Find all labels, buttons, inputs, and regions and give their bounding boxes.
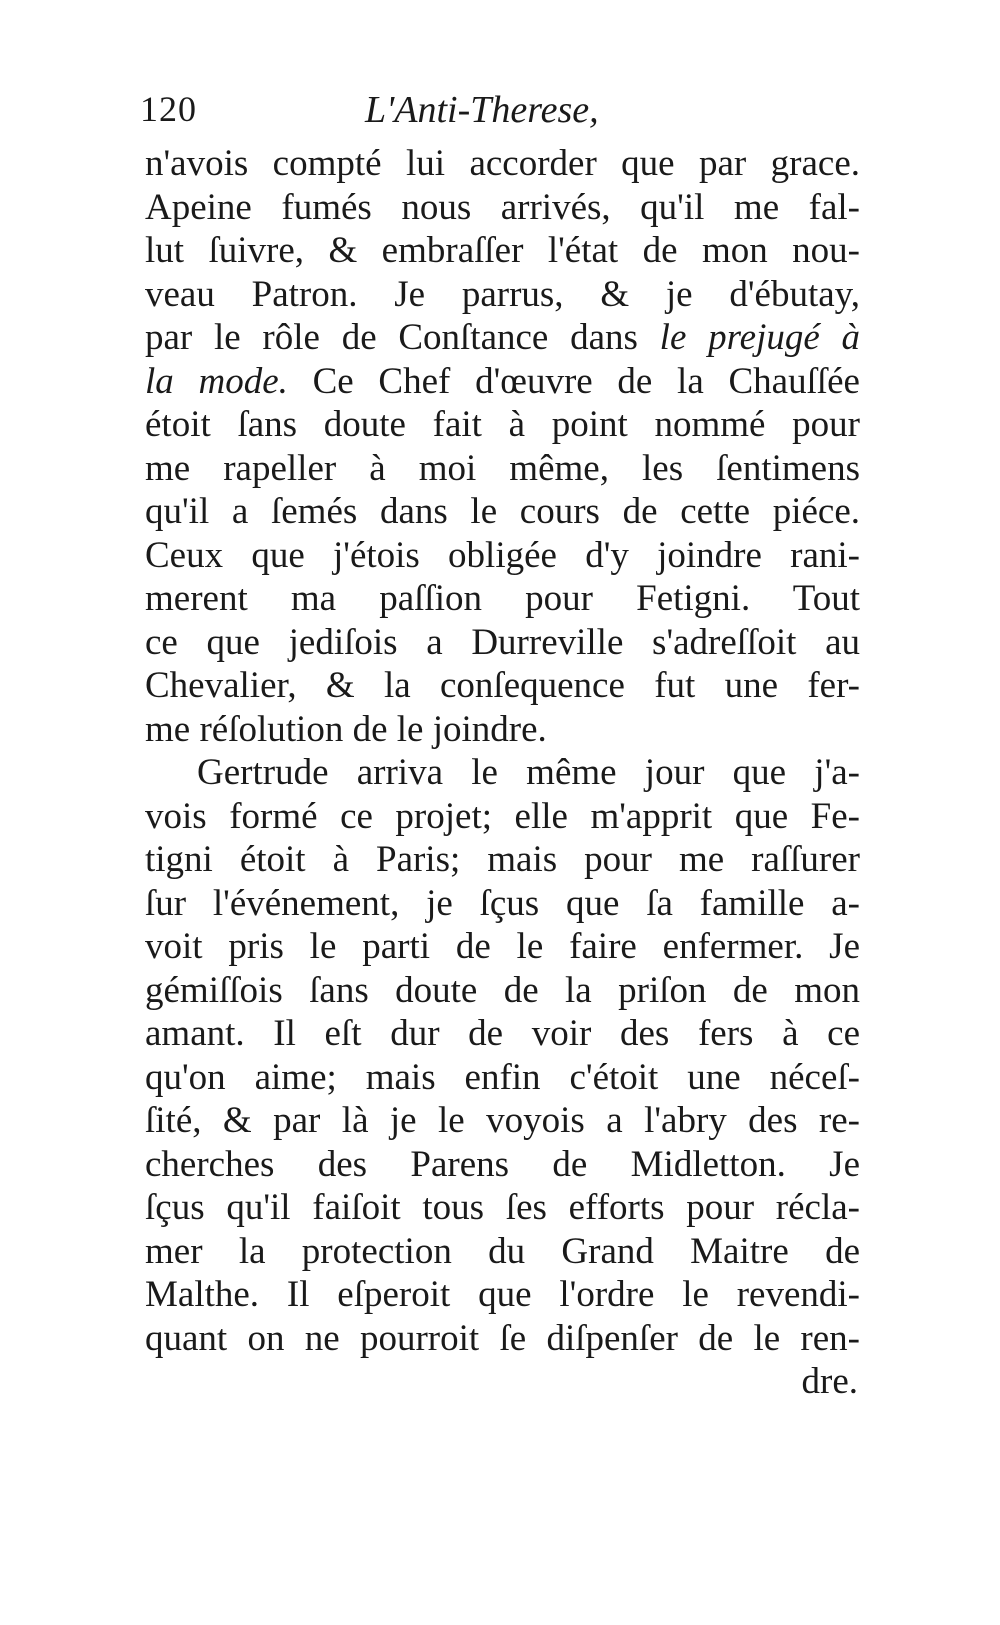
text-line: Chevalier, & la conſequence fut une fer- bbox=[145, 665, 860, 706]
play-title-italic: la mode. bbox=[145, 360, 288, 402]
text-line: qu'il a ſemés dans le cours de cette piéce. bbox=[145, 491, 860, 532]
text-line: gémiſſois ſans doute de la priſon de mon bbox=[145, 969, 860, 1011]
text-line: voit pris le parti de le faire enfermer. Je bbox=[145, 926, 860, 967]
text-line: étoit ſans doute fait à point nommé pour bbox=[145, 404, 860, 445]
text-line bbox=[145, 360, 860, 404]
text-line: ſité, & par là je le voyois a l'abry des re- bbox=[145, 1100, 860, 1141]
text-line: vois formé ce projet; elle m'apprit que Fe- bbox=[145, 795, 860, 837]
text-line: veau Patron. Je parrus, & je d'ébutay, bbox=[145, 273, 860, 315]
text-line: lut ſuivre, & embraſſer l'état de mon nou- bbox=[145, 230, 860, 271]
running-head bbox=[140, 88, 880, 148]
text-line: ce que jediſois a Durreville s'adreſſoit au bbox=[145, 621, 860, 663]
catchword: dre. bbox=[801, 1361, 858, 1402]
text-line: n'avois compté lui accorder que par grace. bbox=[145, 143, 860, 184]
text-line: me réſolution de le joindre. bbox=[145, 708, 547, 750]
running-title: L'Anti-Therese, bbox=[365, 89, 599, 131]
text-line-paragraph-start: Gertrude arriva le même jour que j'a- bbox=[197, 752, 860, 793]
text-line: tigni étoit à Paris; mais pour me raſſurer bbox=[145, 839, 860, 880]
text-line: me rapeller à moi même, les ſentimens bbox=[145, 447, 860, 489]
text-line: mer la protection du Grand Maitre de bbox=[145, 1230, 860, 1272]
text-run: par le rôle de Conſtance dans bbox=[145, 317, 660, 358]
page-number: 120 bbox=[140, 89, 197, 129]
body-text bbox=[145, 142, 860, 1404]
text-line: Ceux que j'étois obligée d'y joindre rani- bbox=[145, 534, 860, 576]
play-title-italic: le prejugé à bbox=[659, 317, 860, 358]
text-line bbox=[145, 316, 860, 360]
text-line: ſçus qu'il faiſoit tous ſes efforts pour récla- bbox=[145, 1187, 860, 1228]
text-line: merent ma paſſion pour Fetigni. Tout bbox=[145, 578, 860, 619]
text-line: cherches des Parens de Midletton. Je bbox=[145, 1143, 860, 1185]
text-line: ſur l'événement, je ſçus que ſa famille a- bbox=[145, 882, 860, 924]
text-line: Malthe. Il eſperoit que l'ordre le revendi- bbox=[145, 1274, 860, 1315]
text-run: Ce Chef d'œuvre de la Chauſſée bbox=[287, 360, 860, 402]
text-line: amant. Il eſt dur de voir des fers à ce bbox=[145, 1013, 860, 1054]
text-line: Apeine fumés nous arrivés, qu'il me fal- bbox=[145, 186, 860, 228]
text-line: qu'on aime; mais enfin c'étoit une néceſ- bbox=[145, 1056, 860, 1098]
text-line: quant on ne pourroit ſe diſpenſer de le ren- bbox=[145, 1317, 860, 1359]
